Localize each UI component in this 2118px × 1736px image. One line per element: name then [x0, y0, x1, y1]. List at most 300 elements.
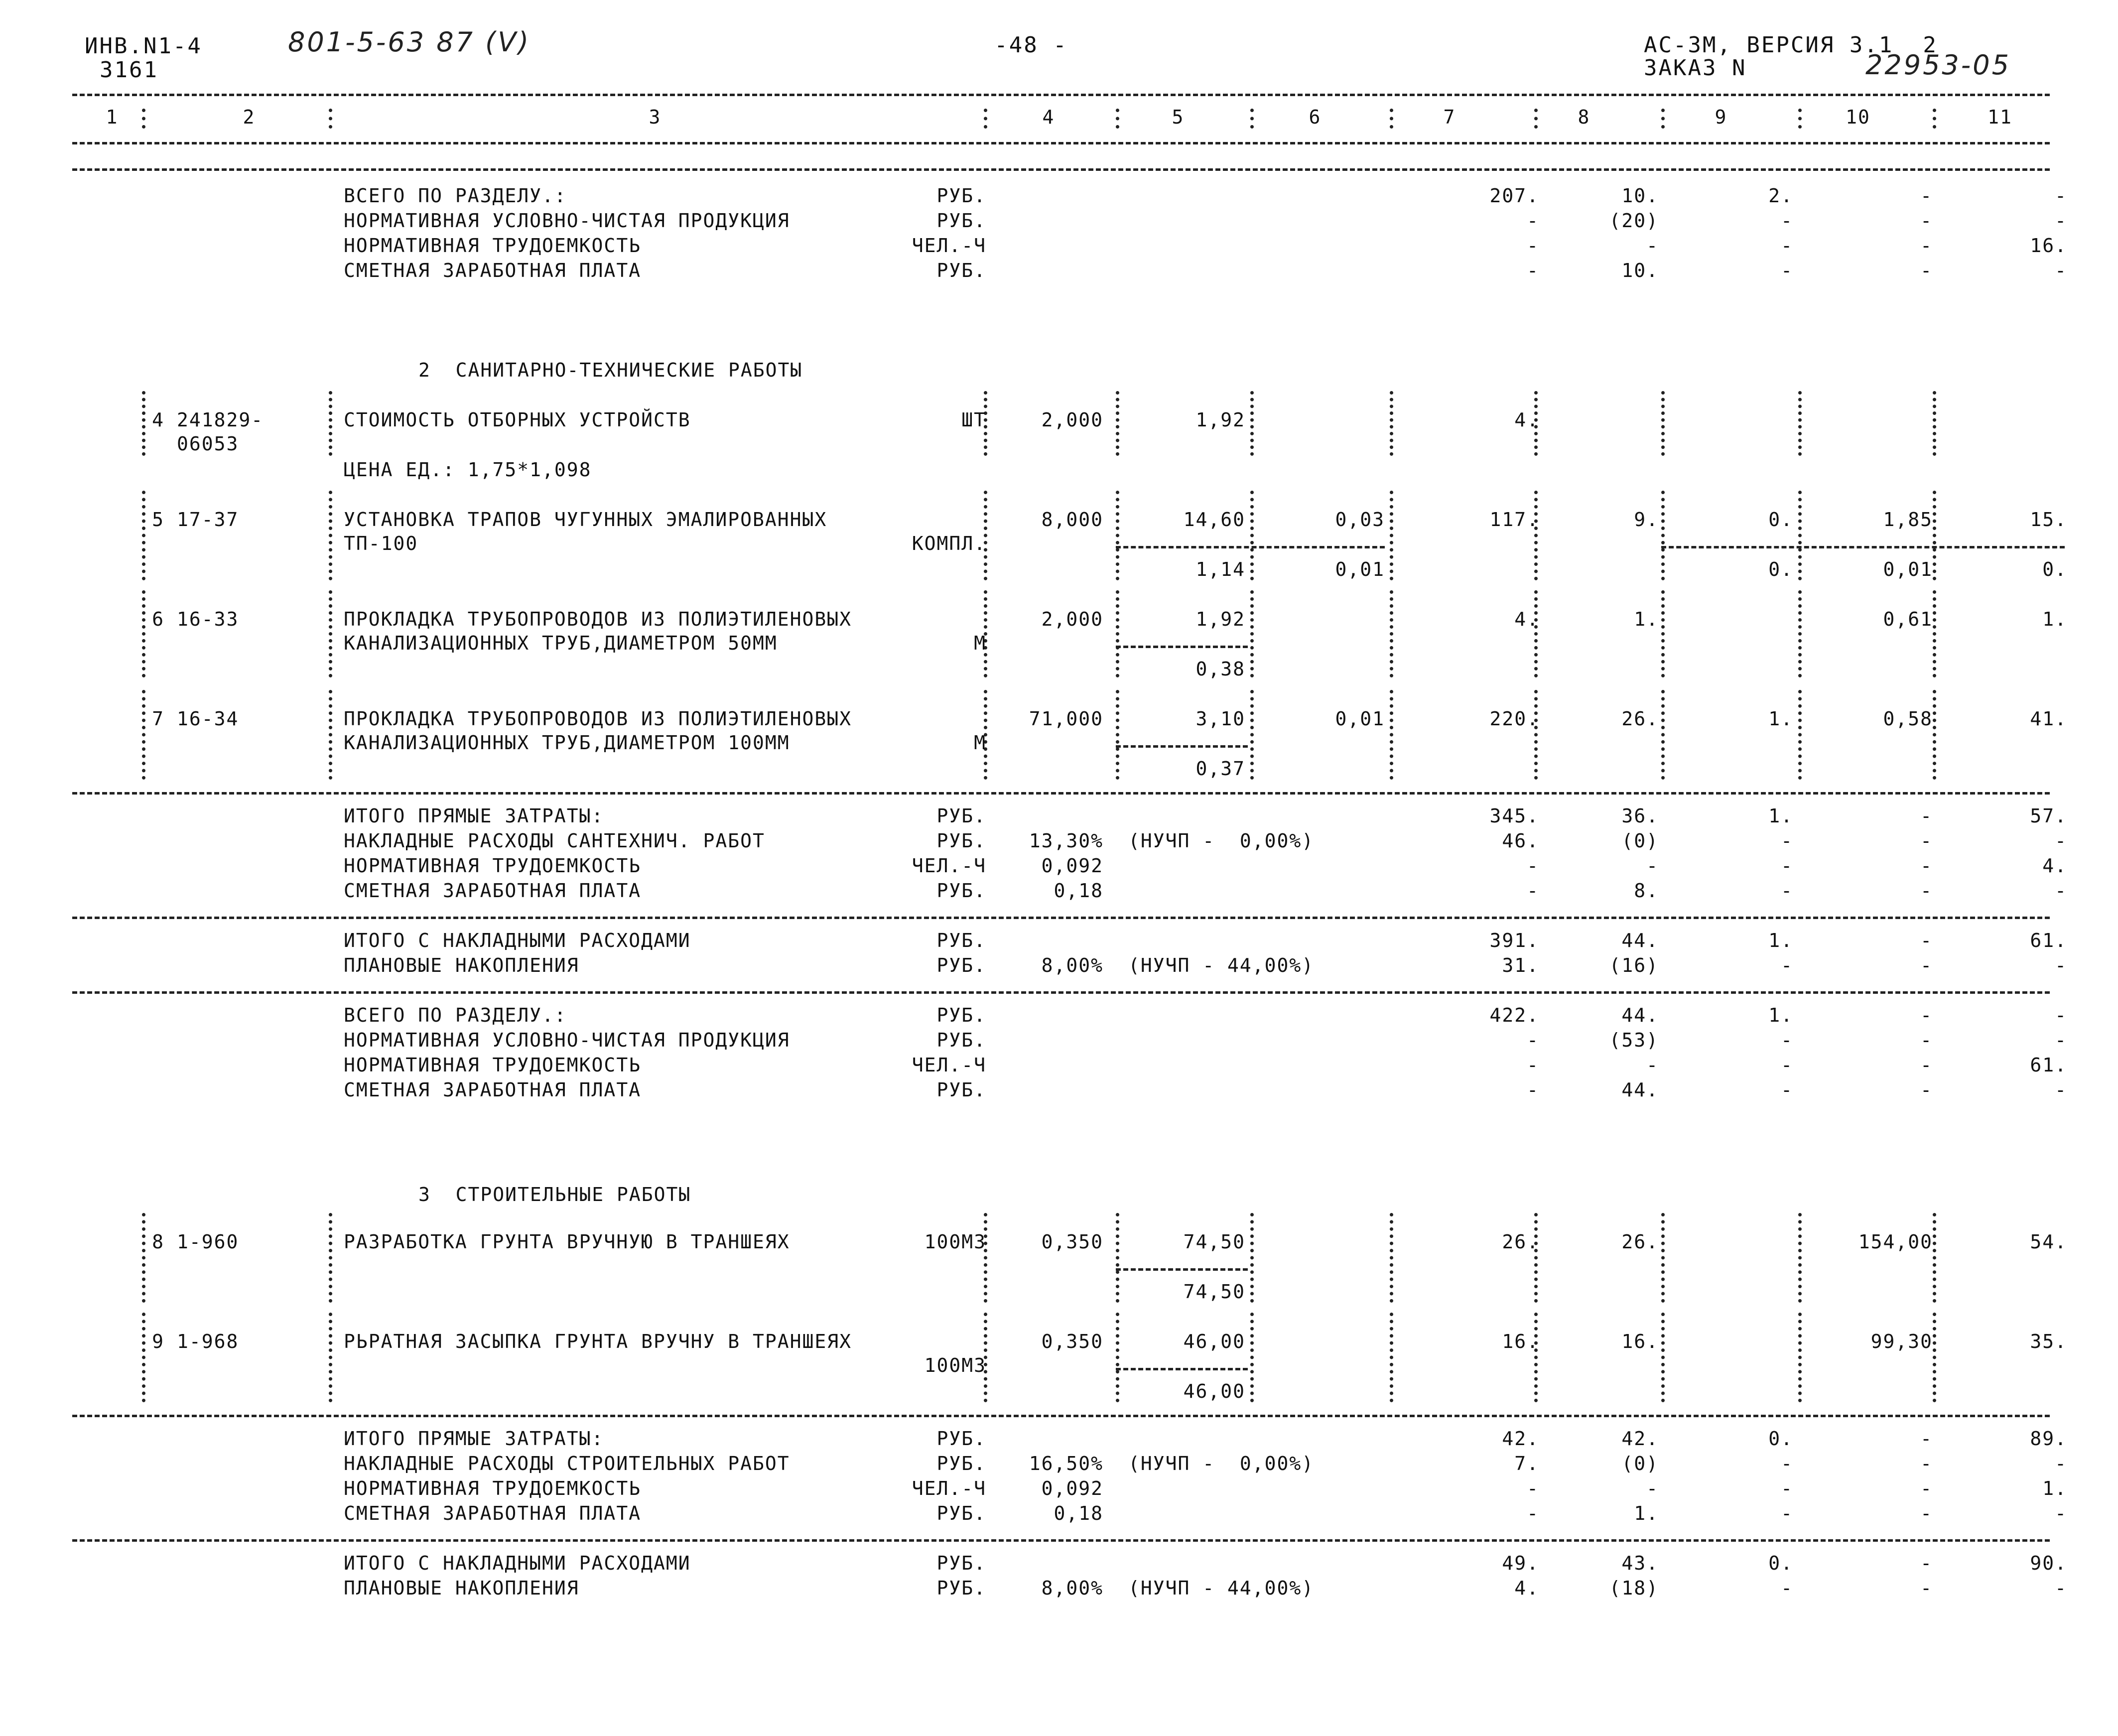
summary-unit: РУБ.: [936, 1079, 986, 1101]
summary-c8: 10.: [1621, 185, 1659, 207]
summary-label: СМЕТНАЯ ЗАРАБОТНАЯ ПЛАТА: [344, 260, 642, 281]
item-unit: 100М3: [924, 1354, 986, 1376]
summary-c7: -: [1527, 1029, 1539, 1051]
summary-c9: -: [1781, 235, 1793, 257]
column-divider: [1933, 109, 1939, 129]
subcell-rule: [1116, 745, 1248, 748]
item-quantity: 0,350: [1041, 1331, 1103, 1352]
item-code: 241829-: [177, 409, 264, 431]
column-divider: [329, 1313, 335, 1402]
summary-unit: РУБ.: [936, 1004, 986, 1026]
summary-unit: РУБ.: [936, 1428, 986, 1450]
summary-unit: РУБ.: [936, 830, 986, 852]
item-description: ПРОКЛАДКА ТРУБОПРОВОДОВ ИЗ ПОЛИЭТИЛЕНОВЫХ: [344, 708, 852, 730]
summary-c8: 43.: [1621, 1552, 1659, 1574]
summary-c11: -: [2055, 185, 2067, 207]
summary-c9: 2.: [1768, 185, 1793, 207]
summary-label: СМЕТНАЯ ЗАРАБОТНАЯ ПЛАТА: [344, 1502, 642, 1524]
summary-unit: РУБ.: [936, 954, 986, 976]
summary-c9: 1.: [1768, 805, 1793, 827]
summary-c11: -: [2055, 1079, 2067, 1101]
summary-c11: 90.: [2030, 1552, 2067, 1574]
summary-c11: -: [2055, 1577, 2067, 1599]
summary-c10: -: [1920, 1552, 1933, 1574]
item-c10-2: 0,01: [1883, 558, 1933, 580]
item-unit-cost: 74,50: [1183, 1231, 1245, 1253]
summary-c10: -: [1920, 1477, 1933, 1499]
column-divider: [142, 1213, 148, 1303]
item-total: 117.: [1489, 509, 1539, 531]
summary-label: ИТОГО ПРЯМЫЕ ЗАТРАТЫ:: [344, 1428, 604, 1450]
column-divider: [1116, 109, 1122, 129]
item-number: 5: [152, 509, 164, 531]
subcell-rule: [1661, 546, 2065, 548]
item-c10: 154,00: [1858, 1231, 1933, 1253]
summary-c8: 44.: [1621, 930, 1659, 951]
summary-c10: -: [1920, 1502, 1933, 1524]
item-code: 16-33: [177, 608, 239, 630]
item-code: 17-37: [177, 509, 239, 531]
item-unit-cost-2: 0,37: [1195, 758, 1245, 780]
summary-note: (НУЧП - 0,00%): [1128, 830, 1315, 852]
column-divider: [1798, 590, 1805, 677]
item-code: 1-960: [177, 1231, 239, 1253]
summary-unit: РУБ.: [936, 1552, 986, 1574]
summary-unit: РУБ.: [936, 880, 986, 902]
column-divider: [1661, 391, 1668, 456]
summary-rate: 8,00%: [1041, 1577, 1103, 1599]
column-divider: [984, 109, 990, 129]
inv-label: ИНВ.N1-4: [85, 33, 202, 59]
summary-c7: -: [1527, 1079, 1539, 1101]
summary-c11: -: [2055, 1029, 2067, 1051]
summary-c7: -: [1527, 210, 1539, 232]
summary-c10: -: [1920, 1054, 1933, 1076]
item-total: 26.: [1502, 1231, 1539, 1253]
summary-c11: 61.: [2030, 930, 2067, 951]
item-quantity: 8,000: [1041, 509, 1103, 531]
summary-c10: -: [1920, 210, 1933, 232]
section-rule: [72, 991, 2050, 994]
page-number: -48 -: [994, 32, 1068, 58]
item-description-2: ТП-100: [344, 533, 418, 554]
summary-rate: 13,30%: [1029, 830, 1103, 852]
column-divider: [1390, 109, 1396, 129]
column-divider: [1798, 391, 1805, 456]
item-unit-cost-2: 46,00: [1183, 1380, 1245, 1402]
column-divider: [1250, 391, 1257, 456]
column-divider: [329, 491, 335, 580]
item-unit: КОМПЛ.: [912, 533, 986, 554]
summary-c10: -: [1920, 185, 1933, 207]
summary-c10: -: [1920, 855, 1933, 877]
column-divider: [1798, 1313, 1805, 1402]
summary-label: НАКЛАДНЫЕ РАСХОДЫ САНТЕХНИЧ. РАБОТ: [344, 830, 765, 852]
summary-c8: (0): [1621, 830, 1659, 852]
summary-unit: РУБ.: [936, 1029, 986, 1051]
item-c10: 99,30: [1870, 1331, 1933, 1352]
column-divider: [1534, 1213, 1541, 1303]
summary-c10: -: [1920, 805, 1933, 827]
summary-c11: 1.: [2042, 1477, 2067, 1499]
column-divider: [984, 1213, 990, 1303]
summary-c11: -: [2055, 1502, 2067, 1524]
summary-c7: 391.: [1489, 930, 1539, 951]
item-c8: 26.: [1621, 1231, 1659, 1253]
subcell-rule: [1116, 1368, 1248, 1370]
summary-c11: -: [2055, 260, 2067, 281]
program-version: АС-3М, ВЕРСИЯ 3.1 2: [1644, 32, 1938, 58]
item-code-2: 06053: [177, 433, 239, 455]
summary-c11: -: [2055, 880, 2067, 902]
summary-c7: -: [1527, 1477, 1539, 1499]
summary-label: СМЕТНАЯ ЗАРАБОТНАЯ ПЛАТА: [344, 880, 642, 902]
item-code: 16-34: [177, 708, 239, 730]
summary-rate: 0,18: [1054, 880, 1103, 902]
summary-c10: -: [1920, 930, 1933, 951]
column-divider: [1661, 1313, 1668, 1402]
summary-label: НОРМАТИВНАЯ ТРУДОЕМКОСТЬ: [344, 1477, 642, 1499]
summary-label: ИТОГО С НАКЛАДНЫМИ РАСХОДАМИ: [344, 930, 691, 951]
item-c6: 0,01: [1335, 708, 1385, 730]
item-c6-2: 0,01: [1335, 558, 1385, 580]
item-c9: 0.: [1768, 509, 1793, 531]
summary-c11: 16.: [2030, 235, 2067, 257]
summary-c9: -: [1781, 1453, 1793, 1474]
summary-c8: (18): [1609, 1577, 1659, 1599]
summary-c7: 31.: [1502, 954, 1539, 976]
summary-unit: РУБ.: [936, 1502, 986, 1524]
item-unit: М: [974, 632, 986, 654]
column-divider: [1661, 590, 1668, 677]
summary-c8: -: [1646, 1477, 1659, 1499]
summary-c9: -: [1781, 880, 1793, 902]
order-number: 22953-05: [1865, 49, 2011, 81]
summary-label: НОРМАТИВНАЯ УСЛОВНО-ЧИСТАЯ ПРОДУКЦИЯ: [344, 1029, 790, 1051]
summary-c9: 1.: [1768, 1004, 1793, 1026]
item-c11: 54.: [2030, 1231, 2067, 1253]
summary-label: ПЛАНОВЫЕ НАКОПЛЕНИЯ: [344, 1577, 579, 1599]
section-rule: [72, 1415, 2050, 1417]
summary-label: ИТОГО С НАКЛАДНЫМИ РАСХОДАМИ: [344, 1552, 691, 1574]
summary-c7: 46.: [1502, 830, 1539, 852]
summary-c8: (20): [1609, 210, 1659, 232]
column-divider: [1798, 109, 1805, 129]
item-unit-cost: 46,00: [1183, 1331, 1245, 1352]
summary-rate: 0,092: [1041, 1477, 1103, 1499]
column-number-11: 11: [1987, 106, 2012, 128]
item-description: РЬРАТНАЯ ЗАСЫПКА ГРУНТА ВРУЧНУ В ТРАНШЕЯХ: [344, 1331, 852, 1352]
column-divider: [142, 491, 148, 580]
summary-c8: 44.: [1621, 1004, 1659, 1026]
section-rule: [72, 792, 2050, 795]
column-divider: [1534, 690, 1541, 780]
summary-c9: -: [1781, 1054, 1793, 1076]
item-c8: 26.: [1621, 708, 1659, 730]
summary-c11: 57.: [2030, 805, 2067, 827]
summary-rate: 16,50%: [1029, 1453, 1103, 1474]
item-quantity: 0,350: [1041, 1231, 1103, 1253]
summary-c11: 89.: [2030, 1428, 2067, 1450]
summary-c8: 10.: [1621, 260, 1659, 281]
item-number: 7: [152, 708, 164, 730]
header-rule-bottom-2: [72, 168, 2050, 171]
summary-c10: -: [1920, 235, 1933, 257]
item-description: УСТАНОВКА ТРАПОВ ЧУГУННЫХ ЭМАЛИРОВАННЫХ: [344, 509, 827, 531]
item-c11: 1.: [2042, 608, 2067, 630]
item-total: 16.: [1502, 1331, 1539, 1352]
item-unit-cost-2: 74,50: [1183, 1281, 1245, 1303]
column-divider: [1390, 1213, 1396, 1303]
section-rule: [72, 917, 2050, 919]
item-c11: 15.: [2030, 509, 2067, 531]
item-description: РАЗРАБОТКА ГРУНТА ВРУЧНУЮ В ТРАНШЕЯХ: [344, 1231, 790, 1253]
summary-c10: -: [1920, 1079, 1933, 1101]
column-divider: [1661, 1213, 1668, 1303]
column-number-4: 4: [1042, 106, 1055, 128]
summary-c11: -: [2055, 210, 2067, 232]
summary-label: ВСЕГО ПО РАЗДЕЛУ.:: [344, 185, 567, 207]
column-number-10: 10: [1846, 106, 1870, 128]
column-divider: [1933, 1313, 1939, 1402]
item-description: ПРОКЛАДКА ТРУБОПРОВОДОВ ИЗ ПОЛИЭТИЛЕНОВЫХ: [344, 608, 852, 630]
summary-c7: 4.: [1514, 1577, 1539, 1599]
summary-c9: -: [1781, 830, 1793, 852]
item-c8: 1.: [1634, 608, 1659, 630]
item-number: 6: [152, 608, 164, 630]
item-c10: 0,58: [1883, 708, 1933, 730]
summary-c9: -: [1781, 1029, 1793, 1051]
summary-label: НОРМАТИВНАЯ ТРУДОЕМКОСТЬ: [344, 855, 642, 877]
item-number: 8: [152, 1231, 164, 1253]
item-c10: 1,85: [1883, 509, 1933, 531]
summary-c7: -: [1527, 235, 1539, 257]
summary-c10: -: [1920, 954, 1933, 976]
summary-unit: ЧЕЛ.-Ч: [912, 1477, 986, 1499]
column-divider: [329, 391, 335, 456]
item-unit-cost-2: 1,14: [1195, 558, 1245, 580]
column-number-8: 8: [1578, 106, 1590, 128]
summary-c9: -: [1781, 1502, 1793, 1524]
column-divider: [1390, 590, 1396, 677]
summary-label: СМЕТНАЯ ЗАРАБОТНАЯ ПЛАТА: [344, 1079, 642, 1101]
column-divider: [1250, 690, 1257, 780]
summary-c10: -: [1920, 1428, 1933, 1450]
summary-c9: -: [1781, 954, 1793, 976]
summary-c8: 42.: [1621, 1428, 1659, 1450]
summary-c9: -: [1781, 1477, 1793, 1499]
summary-c8: 44.: [1621, 1079, 1659, 1101]
section-2-title: 2 САНИТАРНО-ТЕХНИЧЕСКИЕ РАБОТЫ: [418, 359, 803, 381]
summary-unit: ЧЕЛ.-Ч: [912, 235, 986, 257]
item-price-note: ЦЕНА ЕД.: 1,75*1,098: [344, 459, 592, 481]
item-unit-cost: 1,92: [1195, 608, 1245, 630]
column-divider: [1250, 1213, 1257, 1303]
column-number-2: 2: [243, 106, 256, 128]
item-unit-cost: 14,60: [1183, 509, 1245, 531]
summary-c11: -: [2055, 1004, 2067, 1026]
summary-c7: -: [1527, 260, 1539, 281]
summary-c11: -: [2055, 830, 2067, 852]
column-divider: [1534, 491, 1541, 580]
summary-unit: РУБ.: [936, 805, 986, 827]
subcell-rule: [1116, 546, 1385, 548]
summary-c7: -: [1527, 1502, 1539, 1524]
column-divider: [1390, 690, 1396, 780]
column-divider: [1661, 109, 1668, 129]
summary-c8: 36.: [1621, 805, 1659, 827]
summary-c7: -: [1527, 855, 1539, 877]
summary-rate: 0,18: [1054, 1502, 1103, 1524]
item-quantity: 2,000: [1041, 409, 1103, 431]
summary-c7: -: [1527, 1054, 1539, 1076]
item-c9: 1.: [1768, 708, 1793, 730]
summary-unit: РУБ.: [936, 260, 986, 281]
item-total: 4.: [1514, 608, 1539, 630]
summary-label: НОРМАТИВНАЯ ТРУДОЕМКОСТЬ: [344, 235, 642, 257]
summary-unit: РУБ.: [936, 930, 986, 951]
header-rule-bottom: [72, 142, 2050, 144]
column-divider: [1661, 690, 1668, 780]
subcell-rule: [1116, 1268, 1248, 1271]
summary-c8: -: [1646, 235, 1659, 257]
item-c8: 16.: [1621, 1331, 1659, 1352]
item-description: СТОИМОСТЬ ОТБОРНЫХ УСТРОЙСТВ: [344, 409, 691, 431]
column-number-1: 1: [106, 106, 119, 128]
item-unit-cost-2: 0,38: [1195, 658, 1245, 680]
column-divider: [1390, 1313, 1396, 1402]
item-unit: ШТ: [961, 409, 986, 431]
column-number-3: 3: [649, 106, 662, 128]
summary-c10: -: [1920, 260, 1933, 281]
summary-rate: 8,00%: [1041, 954, 1103, 976]
summary-c8: (0): [1621, 1453, 1659, 1474]
item-description-2: КАНАЛИЗАЦИОННЫХ ТРУБ,ДИАМЕТРОМ 50ММ: [344, 632, 778, 654]
item-c10: 0,61: [1883, 608, 1933, 630]
summary-c10: -: [1920, 1004, 1933, 1026]
column-divider: [1933, 590, 1939, 677]
inv-number: 3161: [100, 57, 158, 83]
column-number-7: 7: [1443, 106, 1456, 128]
summary-c10: -: [1920, 830, 1933, 852]
summary-c7: 7.: [1514, 1453, 1539, 1474]
column-divider: [329, 590, 335, 677]
item-c11: 35.: [2030, 1331, 2067, 1352]
column-divider: [1250, 590, 1257, 677]
summary-c9: -: [1781, 260, 1793, 281]
summary-c7: -: [1527, 880, 1539, 902]
summary-c7: 345.: [1489, 805, 1539, 827]
column-divider: [1250, 1313, 1257, 1402]
column-divider: [1933, 1213, 1939, 1303]
summary-label: НОРМАТИВНАЯ УСЛОВНО-ЧИСТАЯ ПРОДУКЦИЯ: [344, 210, 790, 232]
summary-c11: -: [2055, 954, 2067, 976]
summary-unit: ЧЕЛ.-Ч: [912, 855, 986, 877]
item-unit-cost: 3,10: [1195, 708, 1245, 730]
summary-note: (НУЧП - 0,00%): [1128, 1453, 1315, 1474]
item-quantity: 71,000: [1029, 708, 1103, 730]
summary-unit: РУБ.: [936, 210, 986, 232]
column-divider: [1390, 491, 1396, 580]
summary-label: НАКЛАДНЫЕ РАСХОДЫ СТРОИТЕЛЬНЫХ РАБОТ: [344, 1453, 790, 1474]
summary-c8: (16): [1609, 954, 1659, 976]
summary-c11: 4.: [2042, 855, 2067, 877]
summary-unit: ЧЕЛ.-Ч: [912, 1054, 986, 1076]
item-c9-2: 0.: [1768, 558, 1793, 580]
item-unit: М: [974, 732, 986, 754]
header-rule-top: [72, 94, 2050, 96]
item-code: 1-968: [177, 1331, 239, 1352]
column-divider: [1250, 109, 1257, 129]
summary-c8: -: [1646, 855, 1659, 877]
summary-c9: -: [1781, 855, 1793, 877]
item-c8: 9.: [1634, 509, 1659, 531]
column-divider: [142, 590, 148, 677]
summary-c9: 0.: [1768, 1428, 1793, 1450]
summary-c7: 49.: [1502, 1552, 1539, 1574]
column-number-5: 5: [1172, 106, 1185, 128]
subcell-rule: [1116, 646, 1248, 648]
item-c11: 41.: [2030, 708, 2067, 730]
item-unit: 100М3: [924, 1231, 986, 1253]
summary-c7: 207.: [1489, 185, 1539, 207]
summary-label: ИТОГО ПРЯМЫЕ ЗАТРАТЫ:: [344, 805, 604, 827]
summary-note: (НУЧП - 44,00%): [1128, 1577, 1315, 1599]
summary-rate: 0,092: [1041, 855, 1103, 877]
item-c6: 0,03: [1335, 509, 1385, 531]
column-divider: [329, 109, 335, 129]
item-c11-2: 0.: [2042, 558, 2067, 580]
column-divider: [329, 690, 335, 780]
item-description-2: КАНАЛИЗАЦИОННЫХ ТРУБ,ДИАМЕТРОМ 100ММ: [344, 732, 790, 754]
item-quantity: 2,000: [1041, 608, 1103, 630]
summary-c9: 1.: [1768, 930, 1793, 951]
summary-c11: 61.: [2030, 1054, 2067, 1076]
item-total: 4.: [1514, 409, 1539, 431]
summary-c9: -: [1781, 1079, 1793, 1101]
summary-c8: 8.: [1634, 880, 1659, 902]
column-number-9: 9: [1715, 106, 1727, 128]
column-divider: [1661, 491, 1668, 580]
summary-c7: 42.: [1502, 1428, 1539, 1450]
order-label: ЗАКАЗ N: [1644, 55, 1747, 81]
summary-label: ВСЕГО ПО РАЗДЕЛУ.:: [344, 1004, 567, 1026]
item-number: 9: [152, 1331, 164, 1352]
column-divider: [142, 690, 148, 780]
item-total: 220.: [1489, 708, 1539, 730]
column-divider: [1798, 1213, 1805, 1303]
summary-c10: -: [1920, 1029, 1933, 1051]
document-code: 801-5-63 87 (V): [288, 26, 531, 58]
summary-unit: РУБ.: [936, 1453, 986, 1474]
column-divider: [329, 1213, 335, 1303]
summary-unit: РУБ.: [936, 185, 986, 207]
item-number: 4: [152, 409, 164, 431]
summary-c7: 422.: [1489, 1004, 1539, 1026]
summary-c9: -: [1781, 210, 1793, 232]
summary-c8: 1.: [1634, 1502, 1659, 1524]
column-divider: [1534, 109, 1541, 129]
summary-c9: 0.: [1768, 1552, 1793, 1574]
summary-c8: (53): [1609, 1029, 1659, 1051]
summary-unit: РУБ.: [936, 1577, 986, 1599]
column-divider: [1933, 690, 1939, 780]
column-divider: [1534, 1313, 1541, 1402]
summary-c10: -: [1920, 1577, 1933, 1599]
summary-c10: -: [1920, 1453, 1933, 1474]
section-3-title: 3 СТРОИТЕЛЬНЫЕ РАБОТЫ: [418, 1184, 691, 1205]
summary-note: (НУЧП - 44,00%): [1128, 954, 1315, 976]
